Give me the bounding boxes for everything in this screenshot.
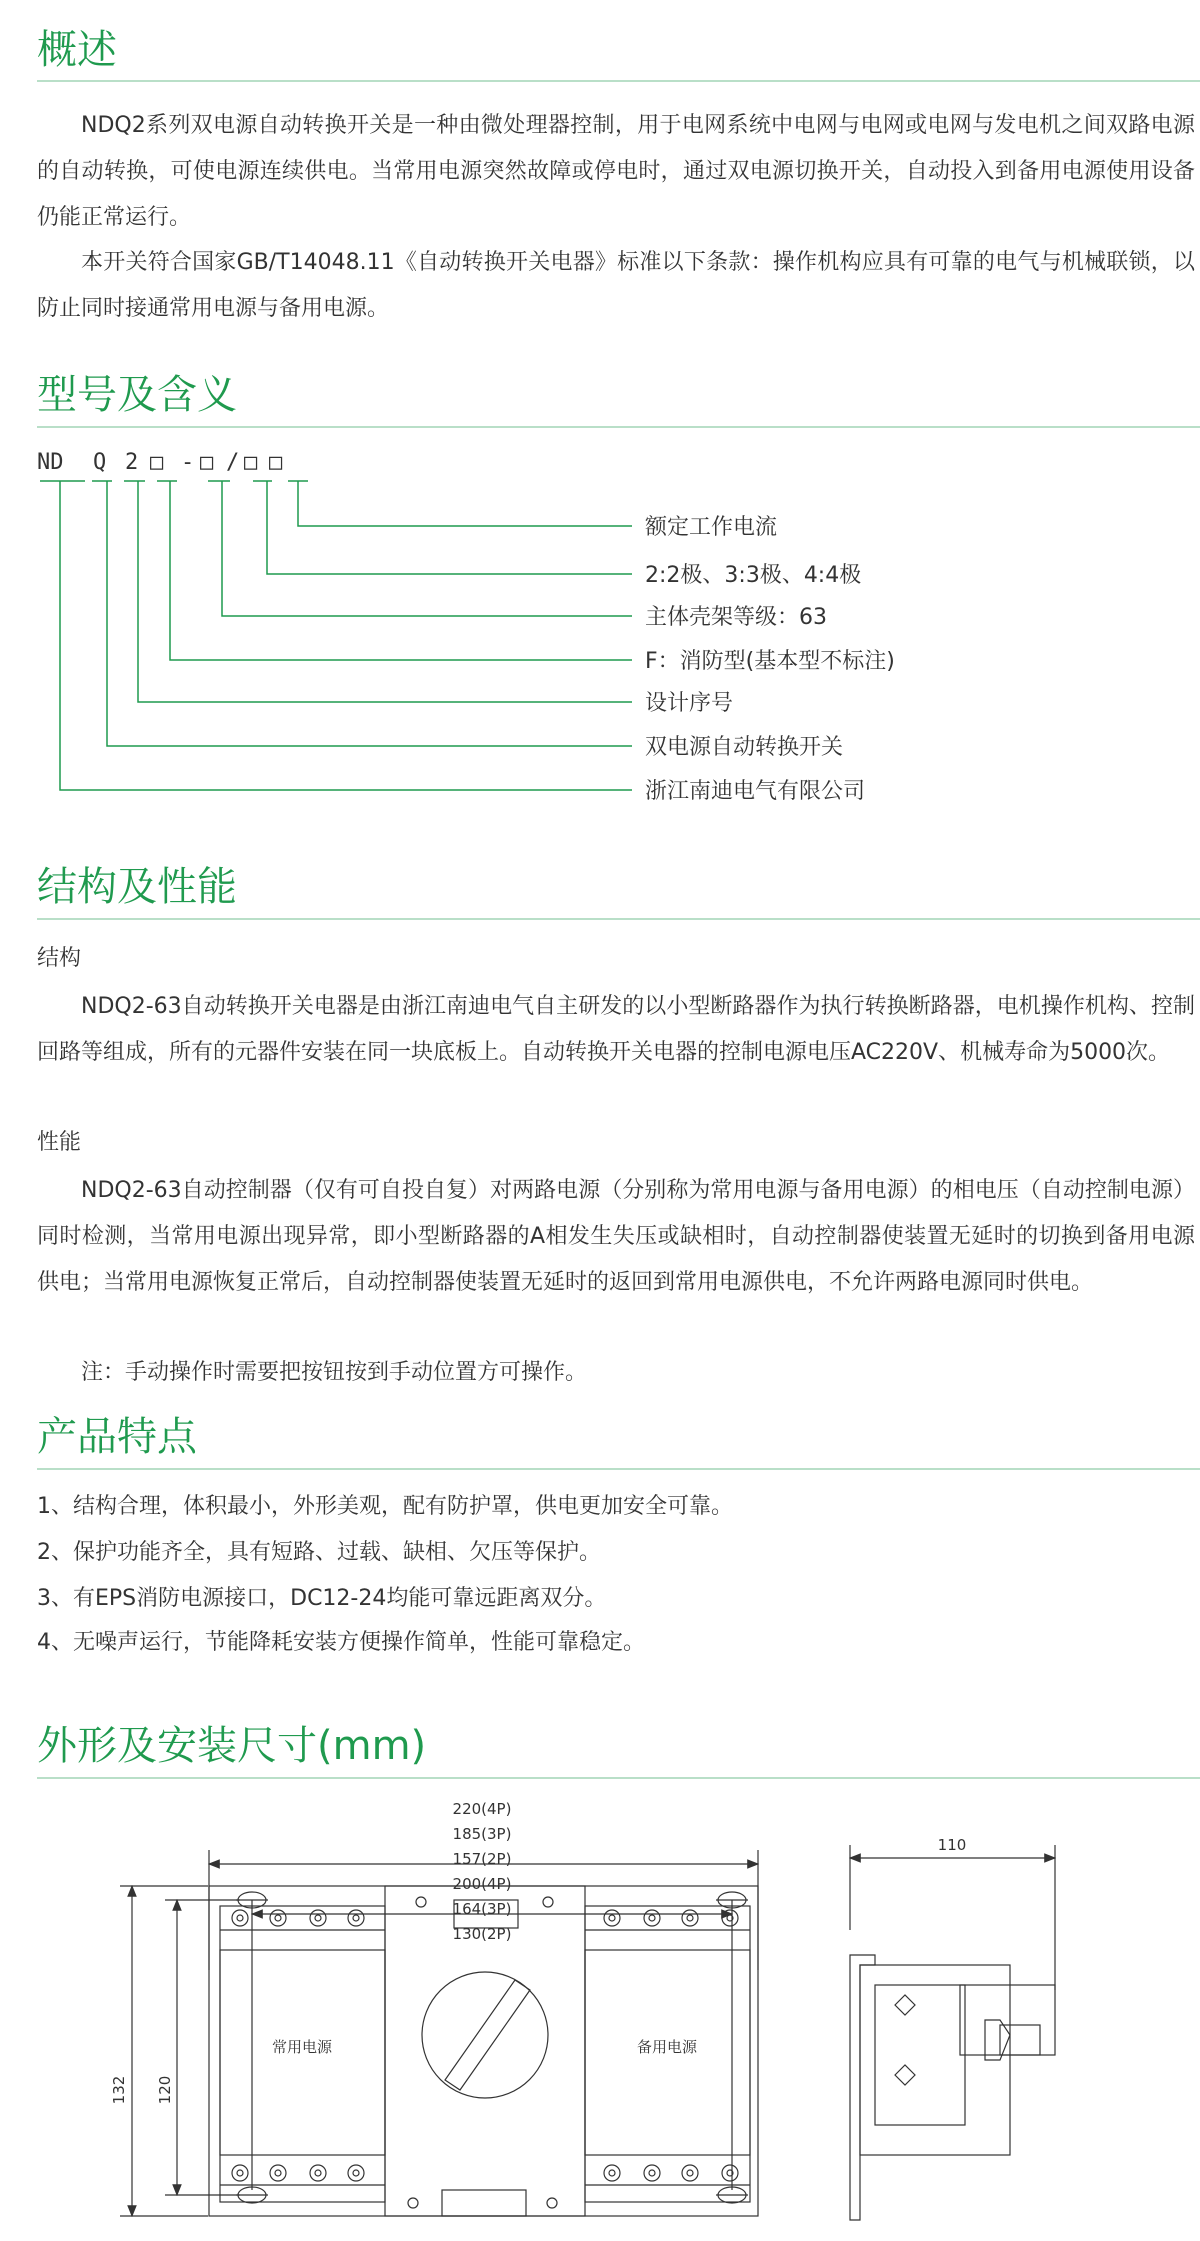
- model-legend-rated-current: 额定工作电流: [645, 515, 778, 540]
- model-title: 型号及含义: [37, 372, 237, 418]
- model-legend-poles: 2:2极、3:3极、4:4极: [645, 563, 862, 588]
- model-code-part: □: [244, 450, 258, 475]
- model-code-part: ND: [37, 450, 64, 475]
- model-code-part: □: [269, 450, 283, 475]
- feature-item: 1、结构合理，体积最小，外形美观，配有防护罩，供电更加安全可靠。: [37, 1494, 733, 1519]
- width-label-164-3p: 164(3P): [452, 1900, 512, 1918]
- width-label-220-4p: 220(4P): [452, 1800, 512, 1818]
- feature-item: 3、有EPS消防电源接口，DC12-24均能可靠远距离双分。: [37, 1586, 607, 1611]
- overview-title: 概述: [37, 27, 117, 73]
- structure-divider: [37, 918, 1200, 920]
- structure-paragraph: NDQ2-63自动转换开关电器是由浙江南迪电气自主研发的以小型断路器作为执行转换断路器，电机操作机构、控制回路等组成，所有的元器件安装在同一块底板上。自动转换开关电器的控制电源电压AC220V、机械寿命为5000次。: [37, 994, 1195, 1065]
- structure-label: 结构: [37, 946, 82, 971]
- overview-paragraph-1: NDQ2系列双电源自动转换开关是一种由微处理器控制，用于电网系统中电网与电网或电网与发电机之间双路电源的自动转换，可使电源连续供电。当常用电源突然故障或停电时，通过双电源切换开关，自动投入到备用电源使用设备仍能正常运行。: [37, 113, 1195, 230]
- model-code-part: 2: [125, 450, 139, 475]
- model-leader-lines: [0, 0, 1200, 820]
- structure-title: 结构及性能: [37, 864, 237, 910]
- model-code-part: /: [226, 450, 240, 475]
- features-title: 产品特点: [37, 1414, 197, 1460]
- height-outer-label: 132: [110, 2075, 128, 2105]
- width-label-130-2p: 130(2P): [452, 1925, 512, 1943]
- features-divider: [37, 1468, 1200, 1470]
- model-legend-frame: 主体壳架等级：63: [645, 605, 827, 630]
- model-legend-product: 双电源自动转换开关: [645, 735, 844, 760]
- dimensions-title: 外形及安装尺寸(mm): [37, 1723, 427, 1769]
- model-code-part: □: [200, 450, 214, 475]
- height-inner-label: 120: [156, 2075, 174, 2105]
- width-label-157-2p: 157(2P): [452, 1850, 512, 1868]
- performance-paragraph: NDQ2-63自动控制器（仅有可自投自复）对两路电源（分别称为常用电源与备用电源）的相电压（自动控制电源）同时检测，当常用电源出现异常，即小型断路器的A相发生失压或缺相时，自动控制器使装置无延时的切换到备用电源供电；当常用电源恢复正常后，自动控制器使装置无延时的返回到常用电源供电，不允许两路电源同时供电。: [37, 1178, 1195, 1295]
- structure-note: 注：手动操作时需要把按钮按到手动位置方可操作。: [81, 1360, 588, 1385]
- dimension-drawing: [0, 1790, 1200, 2241]
- model-code-part: Q: [93, 450, 107, 475]
- side-width-label: 110: [937, 1836, 967, 1854]
- overview-paragraph-2: 本开关符合国家GB/T14048.11《自动转换开关电器》标准以下条款：操作机构应具有可靠的电气与机械联锁，以防止同时接通常用电源与备用电源。: [37, 250, 1195, 321]
- model-legend-fire-type: F：消防型(基本型不标注): [645, 649, 895, 674]
- model-legend-company: 浙江南迪电气有限公司: [645, 779, 866, 804]
- width-label-185-3p: 185(3P): [452, 1825, 512, 1843]
- width-label-200-4p: 200(4P): [452, 1875, 512, 1893]
- model-code-part: -: [181, 450, 195, 475]
- feature-item: 2、保护功能齐全，具有短路、过载、缺相、欠压等保护。: [37, 1540, 601, 1565]
- feature-item: 4、无噪声运行，节能降耗安装方便操作简单，性能可靠稳定。: [37, 1630, 645, 1655]
- left-panel-label: 常用电源: [271, 2038, 333, 2056]
- model-legend-design-no: 设计序号: [645, 691, 734, 716]
- model-code-part: □: [150, 450, 164, 475]
- dimensions-divider: [37, 1777, 1200, 1779]
- performance-label: 性能: [37, 1130, 82, 1155]
- right-panel-label: 备用电源: [636, 2038, 698, 2056]
